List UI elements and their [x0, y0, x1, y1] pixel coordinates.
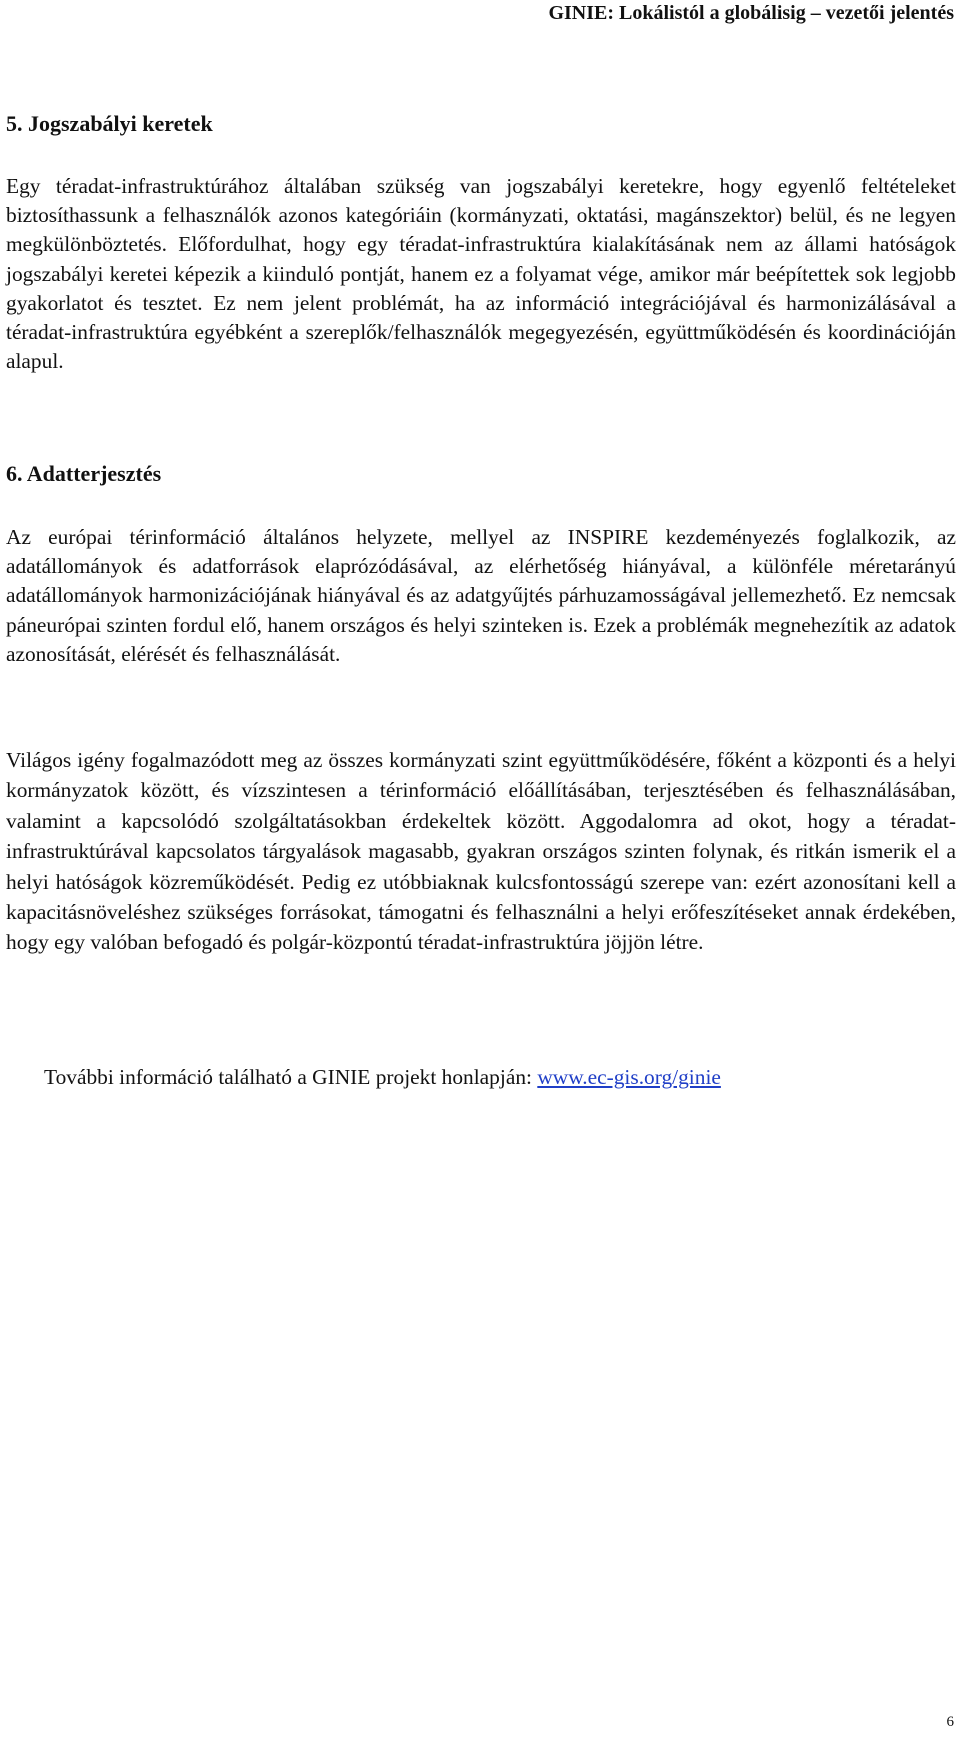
- paragraph-data-dissemination-1: Az európai térinformáció általános helyzete, mellyel az INSPIRE kezdeményezés foglalkozik, az adatállományok és adatforrások elaprózódásával, az elérhetőség hiányával, a különféle méretarányú adatállományok harmonizációjának hiányával és az adatgyűjtés párhuzamosságával jellemezhető. Ez nemcsak páneurópai szinten fordul elő, hanem országos és helyi szinteken is. Ezek a problémák megnehezítik az adatok azonosítását, elérését és felhasználását.: [6, 525, 956, 666]
- running-header: GINIE: Lokálistól a globálisig – vezetői jelentés: [548, 2, 954, 24]
- section-heading-legal-framework: 5. Jogszabályi keretek: [6, 111, 213, 136]
- more-info-line: [44, 1062, 721, 1092]
- page-number: 6: [946, 1714, 954, 1730]
- paragraph-legal-framework: Egy téradat-infrastruktúrához általában szükség van jogszabályi keretekre, hogy egyenlő feltételeket biztosíthassunk a felhasználók azonos kategóriáin (kormányzati, oktatási, magánszektor) belül, és ne legyen megkülönböztetés. Előfordulhat, hogy egy téradat-infrastruktúra kialakításának nem az állami hatóságok jogszabályi keretei képezik a kiinduló pontját, hanem ez a folyamat vége, amikor már beépítettek sok legjobb gyakorlatot és tesztet. Ez nem jelent problémát, ha az információ integrációjával és harmonizálásával a téradat-infrastruktúra egyébként a szereplők/felhasználók megegyezésén, együttműködésén és koordinációján alapul.: [6, 174, 956, 374]
- more-info-text: További információ található a GINIE projekt honlapján:: [44, 1065, 538, 1089]
- section-heading-data-dissemination: 6. Adatterjesztés: [6, 461, 162, 486]
- paragraph-data-dissemination-2: Világos igény fogalmazódott meg az összes kormányzati szint együttműködésére, főként a központi és a helyi kormányzatok között, és vízszintesen a térinformáció előállításában, terjesztésében és felhasználásában, valamint a kapcsolódó szolgáltatásokban érdekeltek között. Aggodalomra ad okot, hogy a téradat-infrastruktúrával kapcsolatos tárgyalások magasabb, gyakran országos szinten folynak, és ritkán ismerik el a helyi hatóságok közreműködését. Pedig ez utóbbiaknak kulcsfontosságú szerepe van: ezért azonosítani kell a kapacitásnöveléshez szükséges forrásokat, támogatni és felhasználni a helyi erőfeszítéseket annak érdekében, hogy egy valóban befogadó és polgár-központú téradat-infrastruktúra jöjjön létre.: [6, 748, 956, 955]
- ginie-website-link[interactable]: www.ec-gis.org/ginie: [537, 1065, 721, 1089]
